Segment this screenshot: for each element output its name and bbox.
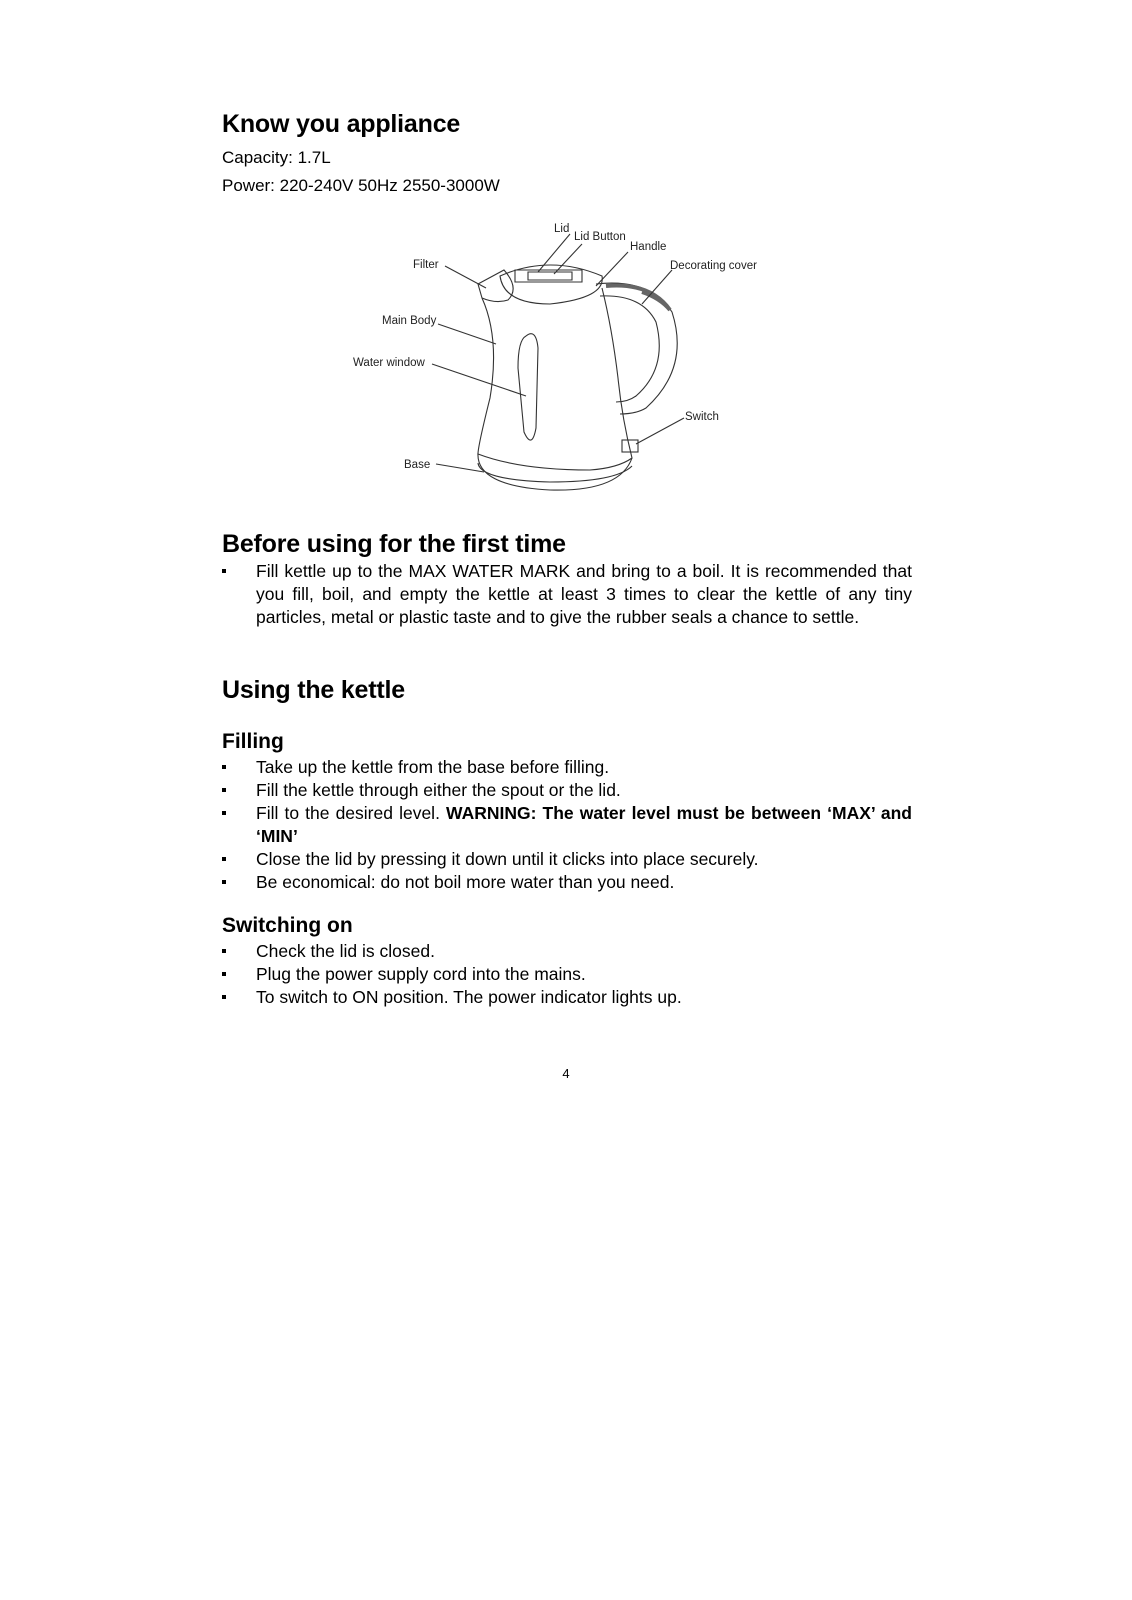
heading-filling: Filling — [222, 730, 284, 753]
heading-using-kettle: Using the kettle — [222, 676, 405, 704]
label-base: Base — [404, 459, 431, 471]
label-lid-button: Lid Button — [574, 231, 626, 243]
label-water-window: Water window — [353, 357, 425, 369]
bullet-icon — [222, 995, 226, 999]
list-item: Fill to the desired level. WARNING: The water level must be between ‘MAX’ and ‘MIN’ — [222, 802, 912, 848]
bullet-icon — [222, 811, 226, 815]
list-item: To switch to ON position. The power indicator lights up. — [222, 986, 912, 1009]
bullet-icon — [222, 972, 226, 976]
label-handle: Handle — [630, 241, 667, 253]
kettle-spout-shape — [478, 270, 513, 302]
bullet-icon — [222, 788, 226, 792]
label-filter: Filter — [413, 259, 439, 271]
label-lid: Lid — [554, 223, 570, 235]
kettle-base-shape — [478, 453, 632, 490]
capacity-text: Capacity: 1.7L — [222, 148, 331, 167]
bullet-icon — [222, 765, 226, 769]
label-main-body: Main Body — [382, 315, 437, 327]
list-item: Close the lid by pressing it down until it clicks into place securely. — [222, 848, 912, 871]
label-decorating-cover: Decorating cover — [670, 260, 757, 272]
list-item: Fill kettle up to the MAX WATER MARK and bring to a boil. It is recommended that you fill, boil, and empty the kettle at least 3 times to clear the kettle of any tiny particles, metal or plastic taste and to give the rubber seals a chance to settle. — [222, 560, 912, 629]
list-item: Plug the power supply cord into the mains. — [222, 963, 912, 986]
warning-text: WARNING: The water level must be between ‘MAX’ and ‘MIN’ — [256, 803, 912, 846]
before-list — [222, 560, 912, 629]
page-number: 4 — [562, 1066, 570, 1081]
label-switch: Switch — [685, 411, 719, 423]
switching-list — [222, 940, 912, 1009]
bullet-icon — [222, 949, 226, 953]
list-item: Fill the kettle through either the spout or the lid. — [222, 779, 912, 802]
list-item: Be economical: do not boil more water than you need. — [222, 871, 912, 894]
filling-list — [222, 756, 912, 894]
heading-know-appliance: Know you appliance — [222, 110, 461, 138]
bullet-icon — [222, 857, 226, 861]
bullet-icon — [222, 880, 226, 884]
heading-switching-on: Switching on — [222, 914, 353, 937]
kettle-body-shape — [478, 288, 632, 470]
water-window-shape — [518, 334, 538, 440]
power-text: Power: 220-240V 50Hz 2550-3000W — [222, 176, 500, 195]
list-item: Check the lid is closed. — [222, 940, 912, 963]
bullet-icon — [222, 569, 226, 573]
heading-before-first-use: Before using for the first time — [222, 530, 566, 558]
list-item: Take up the kettle from the base before filling. — [222, 756, 912, 779]
kettle-diagram — [350, 218, 790, 518]
